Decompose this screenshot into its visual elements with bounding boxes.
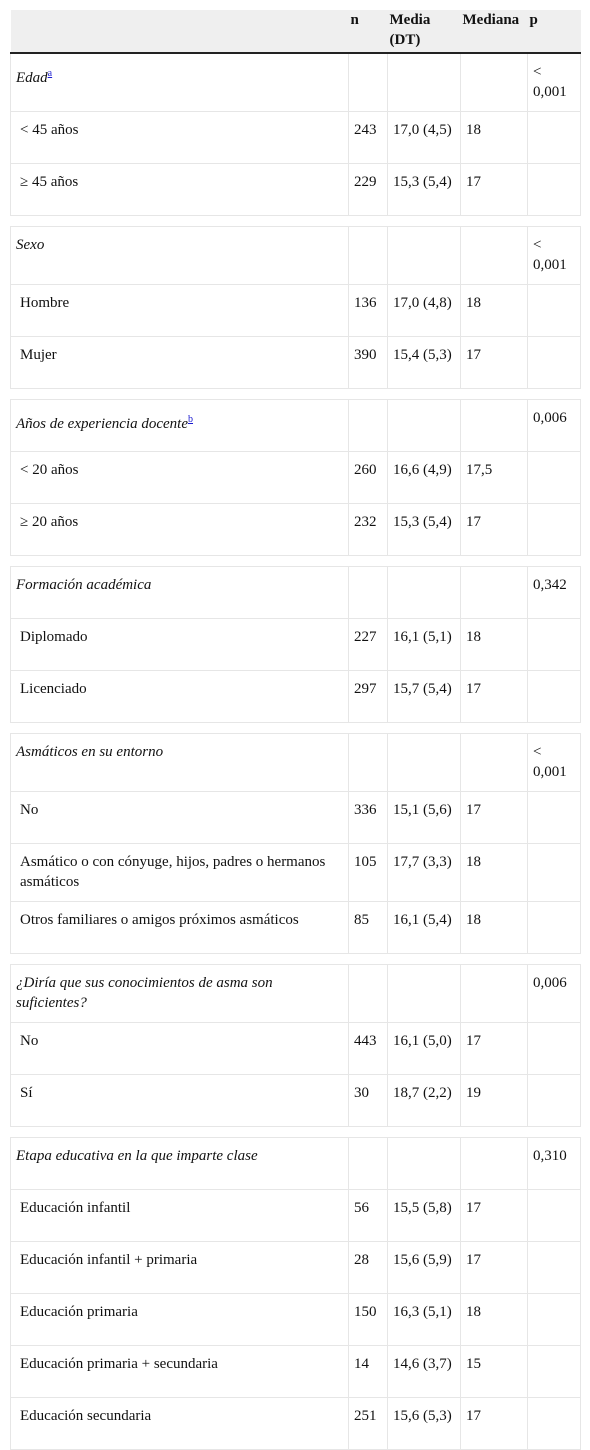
row-p-empty (528, 671, 581, 723)
row-label: Diplomado (11, 619, 349, 671)
group-spacer (11, 389, 581, 400)
group-n-empty (349, 53, 388, 112)
spacer-cell (11, 389, 581, 400)
group-media-empty (388, 53, 461, 112)
table-row (11, 844, 581, 902)
group-media-empty (388, 734, 461, 792)
row-mediana: 18 (461, 619, 528, 671)
row-p-empty (528, 285, 581, 337)
row-n: 297 (349, 671, 388, 723)
row-label: Asmático o con cónyuge, hijos, padres o hermanos asmáticos (11, 844, 349, 902)
row-n: 336 (349, 792, 388, 844)
row-label: Educación secundaria (11, 1398, 349, 1450)
group-media-empty (388, 227, 461, 285)
row-media: 17,0 (4,8) (388, 285, 461, 337)
row-n: 260 (349, 452, 388, 504)
row-label: Educación infantil + primaria (11, 1242, 349, 1294)
row-p-empty (528, 844, 581, 902)
table-body (11, 53, 581, 1450)
table-header-row (11, 10, 581, 53)
row-p-empty (528, 337, 581, 389)
row-n: 85 (349, 902, 388, 954)
group-media-empty (388, 965, 461, 1023)
row-p-empty (528, 792, 581, 844)
group-spacer (11, 216, 581, 227)
group-p-value: < 0,001 (528, 53, 581, 112)
results-table-container (10, 10, 580, 1450)
row-mediana: 18 (461, 902, 528, 954)
row-p-empty (528, 504, 581, 556)
row-p-empty (528, 1023, 581, 1075)
row-label: < 20 años (11, 452, 349, 504)
table-row (11, 337, 581, 389)
row-mediana: 18 (461, 112, 528, 164)
spacer-cell (11, 954, 581, 965)
table-group-row (11, 53, 581, 112)
row-label: Mujer (11, 337, 349, 389)
row-media: 17,7 (3,3) (388, 844, 461, 902)
row-n: 227 (349, 619, 388, 671)
group-label (11, 734, 349, 792)
row-p-empty (528, 902, 581, 954)
row-mediana: 17,5 (461, 452, 528, 504)
row-mediana: 17 (461, 1190, 528, 1242)
row-p-empty (528, 1242, 581, 1294)
group-mediana-empty (461, 400, 528, 452)
group-mediana-empty (461, 1138, 528, 1190)
group-label (11, 227, 349, 285)
table-row (11, 504, 581, 556)
row-n: 28 (349, 1242, 388, 1294)
row-label: Educación primaria (11, 1294, 349, 1346)
table-row (11, 1398, 581, 1450)
row-mediana: 17 (461, 671, 528, 723)
row-media: 16,6 (4,9) (388, 452, 461, 504)
table-group-row (11, 400, 581, 452)
group-media-empty (388, 1138, 461, 1190)
group-spacer (11, 1127, 581, 1138)
row-n: 243 (349, 112, 388, 164)
row-label: No (11, 1023, 349, 1075)
row-p-empty (528, 452, 581, 504)
group-n-empty (349, 1138, 388, 1190)
row-n: 232 (349, 504, 388, 556)
header-n: n (349, 10, 388, 53)
group-spacer (11, 723, 581, 734)
table-group-row (11, 734, 581, 792)
header-media: Media (DT) (388, 10, 461, 53)
row-p-empty (528, 1190, 581, 1242)
spacer-cell (11, 1127, 581, 1138)
row-mediana: 18 (461, 285, 528, 337)
row-mediana: 17 (461, 792, 528, 844)
row-media: 15,3 (5,4) (388, 164, 461, 216)
row-n: 56 (349, 1190, 388, 1242)
row-media: 14,6 (3,7) (388, 1346, 461, 1398)
group-p-value: 0,342 (528, 567, 581, 619)
row-label: No (11, 792, 349, 844)
group-p-value: 0,310 (528, 1138, 581, 1190)
row-media: 15,6 (5,9) (388, 1242, 461, 1294)
table-row (11, 1075, 581, 1127)
table-row (11, 1346, 581, 1398)
group-n-empty (349, 227, 388, 285)
table-row (11, 112, 581, 164)
table-row (11, 452, 581, 504)
table-row (11, 671, 581, 723)
row-p-empty (528, 1346, 581, 1398)
group-media-empty (388, 567, 461, 619)
group-p-value: < 0,001 (528, 734, 581, 792)
row-media: 17,0 (4,5) (388, 112, 461, 164)
group-label (11, 1138, 349, 1190)
row-mediana: 19 (461, 1075, 528, 1127)
footnote-link[interactable]: b (188, 414, 194, 425)
group-spacer (11, 954, 581, 965)
row-label: Hombre (11, 285, 349, 337)
table-group-row (11, 567, 581, 619)
table-row (11, 1242, 581, 1294)
group-n-empty (349, 965, 388, 1023)
row-label: Otros familiares o amigos próximos asmáticos (11, 902, 349, 954)
group-label-text: Edad (16, 70, 48, 86)
group-p-value: < 0,001 (528, 227, 581, 285)
row-p-empty (528, 112, 581, 164)
group-label (11, 400, 349, 452)
row-media: 15,7 (5,4) (388, 671, 461, 723)
row-mediana: 18 (461, 1294, 528, 1346)
row-mediana: 17 (461, 337, 528, 389)
group-label-text: Formación académica (16, 577, 152, 593)
row-n: 443 (349, 1023, 388, 1075)
group-label (11, 53, 349, 112)
spacer-cell (11, 216, 581, 227)
row-media: 16,3 (5,1) (388, 1294, 461, 1346)
row-media: 16,1 (5,1) (388, 619, 461, 671)
group-n-empty (349, 734, 388, 792)
spacer-cell (11, 556, 581, 567)
row-n: 30 (349, 1075, 388, 1127)
row-mediana: 17 (461, 504, 528, 556)
table-row (11, 1294, 581, 1346)
row-label: < 45 años (11, 112, 349, 164)
row-n: 150 (349, 1294, 388, 1346)
row-mediana: 17 (461, 164, 528, 216)
row-n: 105 (349, 844, 388, 902)
results-table (10, 10, 581, 1450)
group-p-value: 0,006 (528, 965, 581, 1023)
row-n: 229 (349, 164, 388, 216)
row-mediana: 17 (461, 1242, 528, 1294)
group-label-text: Años de experiencia docente (16, 416, 189, 432)
row-label: Licenciado (11, 671, 349, 723)
row-p-empty (528, 1398, 581, 1450)
group-n-empty (349, 400, 388, 452)
row-media: 15,1 (5,6) (388, 792, 461, 844)
group-label-text: ¿Diría que sus conocimientos de asma son suficientes? (16, 975, 273, 1011)
group-p-value: 0,006 (528, 400, 581, 452)
group-label (11, 965, 349, 1023)
header-label (11, 10, 349, 53)
group-n-empty (349, 567, 388, 619)
table-row (11, 902, 581, 954)
row-label: Educación primaria + secundaria (11, 1346, 349, 1398)
group-mediana-empty (461, 734, 528, 792)
row-media: 18,7 (2,2) (388, 1075, 461, 1127)
row-label: ≥ 20 años (11, 504, 349, 556)
row-media: 15,6 (5,3) (388, 1398, 461, 1450)
spacer-cell (11, 723, 581, 734)
row-media: 15,5 (5,8) (388, 1190, 461, 1242)
row-media: 15,4 (5,3) (388, 337, 461, 389)
row-media: 16,1 (5,4) (388, 902, 461, 954)
row-n: 390 (349, 337, 388, 389)
row-mediana: 18 (461, 844, 528, 902)
row-mediana: 15 (461, 1346, 528, 1398)
group-mediana-empty (461, 567, 528, 619)
group-spacer (11, 556, 581, 567)
footnote-link[interactable]: a (47, 68, 53, 79)
group-label-text: Etapa educativa en la que imparte clase (16, 1148, 258, 1164)
group-mediana-empty (461, 53, 528, 112)
row-p-empty (528, 1294, 581, 1346)
row-media: 16,1 (5,0) (388, 1023, 461, 1075)
row-label: ≥ 45 años (11, 164, 349, 216)
group-label-text: Asmáticos en su entorno (16, 744, 164, 760)
table-row (11, 792, 581, 844)
row-mediana: 17 (461, 1398, 528, 1450)
row-mediana: 17 (461, 1023, 528, 1075)
table-row (11, 619, 581, 671)
row-label: Educación infantil (11, 1190, 349, 1242)
group-label-text: Sexo (16, 237, 45, 253)
row-p-empty (528, 1075, 581, 1127)
row-p-empty (528, 619, 581, 671)
group-mediana-empty (461, 965, 528, 1023)
row-n: 251 (349, 1398, 388, 1450)
table-row (11, 164, 581, 216)
table-row (11, 1190, 581, 1242)
row-n: 14 (349, 1346, 388, 1398)
row-label: Sí (11, 1075, 349, 1127)
group-label (11, 567, 349, 619)
row-n: 136 (349, 285, 388, 337)
group-media-empty (388, 400, 461, 452)
group-mediana-empty (461, 227, 528, 285)
table-group-row (11, 965, 581, 1023)
row-p-empty (528, 164, 581, 216)
header-mediana: Mediana (461, 10, 528, 53)
row-media: 15,3 (5,4) (388, 504, 461, 556)
table-group-row (11, 1138, 581, 1190)
table-group-row (11, 227, 581, 285)
table-row (11, 1023, 581, 1075)
table-row (11, 285, 581, 337)
header-p: p (528, 10, 581, 53)
